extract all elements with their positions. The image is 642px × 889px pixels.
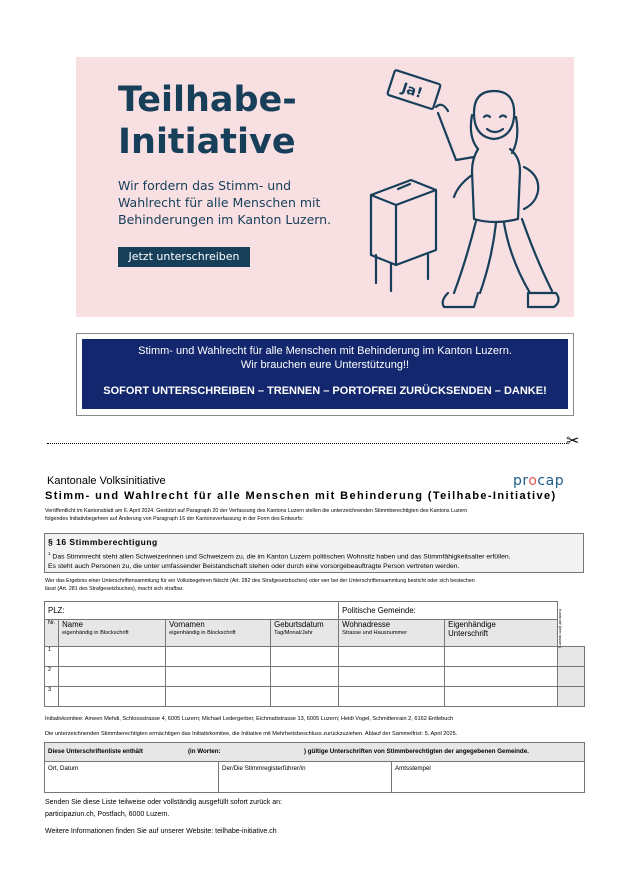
urgent-notice <box>82 339 568 409</box>
geburtsdatum-cell[interactable] <box>271 687 339 707</box>
return-address: participaziun.ch, Postfach, 6000 Luzern. <box>45 811 170 818</box>
form-kind: Kantonale Volksinitiative <box>47 475 166 487</box>
unterschrift-cell[interactable] <box>445 647 558 667</box>
ort-datum-field[interactable]: Ort, Datum <box>48 765 79 772</box>
campaign-banner <box>76 57 574 317</box>
adresse-cell[interactable] <box>339 687 445 707</box>
unterschrift-cell[interactable] <box>445 687 558 707</box>
notice-line-1: Stimm- und Wahlrecht für alle Menschen mit Behinderung im Kanton Luzern. <box>138 345 512 357</box>
notice-line-3: SOFORT UNTERSCHREIBEN – TRENNEN – PORTOFREI ZURÜCKSENDEN – DANKE! <box>103 385 547 397</box>
control-cell <box>558 667 585 687</box>
geburtsdatum-cell[interactable] <box>271 667 339 687</box>
scissors-icon: ✂ <box>566 433 580 450</box>
notice-line-2: Wir brauchen eure Unterstützung!! <box>240 359 410 371</box>
amtsstempel-field[interactable]: Amtsstempel <box>391 762 584 792</box>
form-title: Stimm- und Wahlrecht für alle Menschen mit Behinderung (Teilhabe-Initiative) <box>45 490 557 502</box>
paragraph-16-box <box>44 533 584 573</box>
notice-frame <box>76 333 574 416</box>
col-header-vorname: Vornamen eigenhändig in Blockschrift <box>166 620 271 647</box>
name-cell[interactable] <box>59 687 166 707</box>
table-row <box>45 647 585 667</box>
return-instructions: Senden Sie diese Liste teilweise oder vollständig ausgefüllt sofort zurück an: <box>45 799 282 806</box>
banner-title: Teilhabe- Initiative <box>118 80 297 162</box>
ballot-box-woman-illustration <box>366 65 566 315</box>
col-header-nr: Nr. <box>45 620 59 647</box>
certification-statement: Diese Unterschriftenliste enthält (in Worten: ) gültige Unterschriften von Stimmberechtigten der angegebenen Gemeinde. <box>45 743 584 762</box>
row-number: 2 <box>45 667 59 687</box>
control-cell <box>558 687 585 707</box>
legal-warning: Wer das Ergebnis einer Unterschriftensammlung für ein Volksbegehren fälscht (Art. 282 des Strafgesetzbuches) oder wer bei der Unterschriftensammlung besticht oder sich bestechen lässt (Art. 281 des Strafgesetzbuches), macht sich strafbar. <box>45 578 475 592</box>
cut-line <box>47 443 567 444</box>
row-number: 3 <box>45 687 59 707</box>
geburtsdatum-cell[interactable] <box>271 647 339 667</box>
vorname-cell[interactable] <box>166 667 271 687</box>
col-header-geburtsdatum: Geburtsdatum Tag/Monat/Jahr <box>271 620 339 647</box>
col-header-unterschrift: Eigenhändige Unterschrift <box>445 620 558 647</box>
plz-field[interactable]: PLZ: <box>45 602 339 620</box>
initiative-committee: Initiativkomitee: Ameen Mehdi, Schlossstrasse 4, 6005 Luzern; Michael Ledergerber, Eichmattstrasse 13, 6005 Luzern; Heidi Vogel, Schmittenrain 2, 6162 Entlebuch <box>45 716 454 722</box>
vorname-cell[interactable] <box>166 647 271 667</box>
banner-text: Wir fordern das Stimm- und Wahlrecht für alle Menschen mit Behinderungen im Kanton Luzern. <box>118 178 332 227</box>
adresse-cell[interactable] <box>339 667 445 687</box>
col-header-name: Name eigenhändig in Blockschrift <box>59 620 166 647</box>
signature-table <box>44 601 585 707</box>
paragraph-heading: § 16 Stimmberechtigung <box>48 537 158 547</box>
name-cell[interactable] <box>59 667 166 687</box>
row-number: 1 <box>45 647 59 667</box>
control-label: Kontrolle (leer lassen) <box>558 609 563 648</box>
vorname-cell[interactable] <box>166 687 271 707</box>
procap-logo: procap <box>513 473 565 489</box>
paragraph-text: $^1$ Das Stimmrecht steht allen Schweizerinnen und Schweizern zu, die im Kanton Luzern politischen Wohnsitz haben und das Stimmfähigkeitsalter erfüllen. Es steht auch Personen zu, die unter umfassender Beistandschaft stehen oder durch eine vorsorgebeauftragte Person vertreten werden. <box>48 551 511 571</box>
unterschrift-cell[interactable] <box>445 667 558 687</box>
adresse-cell[interactable] <box>339 647 445 667</box>
table-row <box>45 667 585 687</box>
withdrawal-authorization: Die unterzeichnenden Stimmberechtigten ermächtigen das Initiativkomitee, die Initiative mit Mehrheitsbeschluss zurückzuziehen. Ablauf der Sammelfrist: 5. April 2025. <box>45 731 458 737</box>
intro-text: Veröffentlicht im Kantonsblatt am 6. April 2024. Gestützt auf Paragraph 20 der Verfassung des Kantons Luzern stellen die unterzeichnenden Stimmberechtigten des Kantons Luzern folgendes Initiativbegehren auf Änderung von Paragraph 16 der Kantonsverfassung in der Form des Entwurfs: <box>45 508 468 522</box>
registerfuehrer-field[interactable]: Der/Die Stimmregisterführer/in <box>218 762 391 792</box>
name-cell[interactable] <box>59 647 166 667</box>
col-header-adresse: Wohnadresse Strasse und Hausnummer <box>339 620 445 647</box>
gemeinde-field[interactable]: Politische Gemeinde: <box>339 602 558 620</box>
control-cell <box>558 647 585 667</box>
sign-text: Ja! <box>399 80 425 102</box>
certification-box <box>44 742 585 793</box>
table-row <box>45 687 585 707</box>
website-info: Weitere Informationen finden Sie auf unserer Website: teilhabe-initiative.ch <box>45 828 277 835</box>
sign-now-button[interactable]: Jetzt unterschreiben <box>118 247 250 267</box>
